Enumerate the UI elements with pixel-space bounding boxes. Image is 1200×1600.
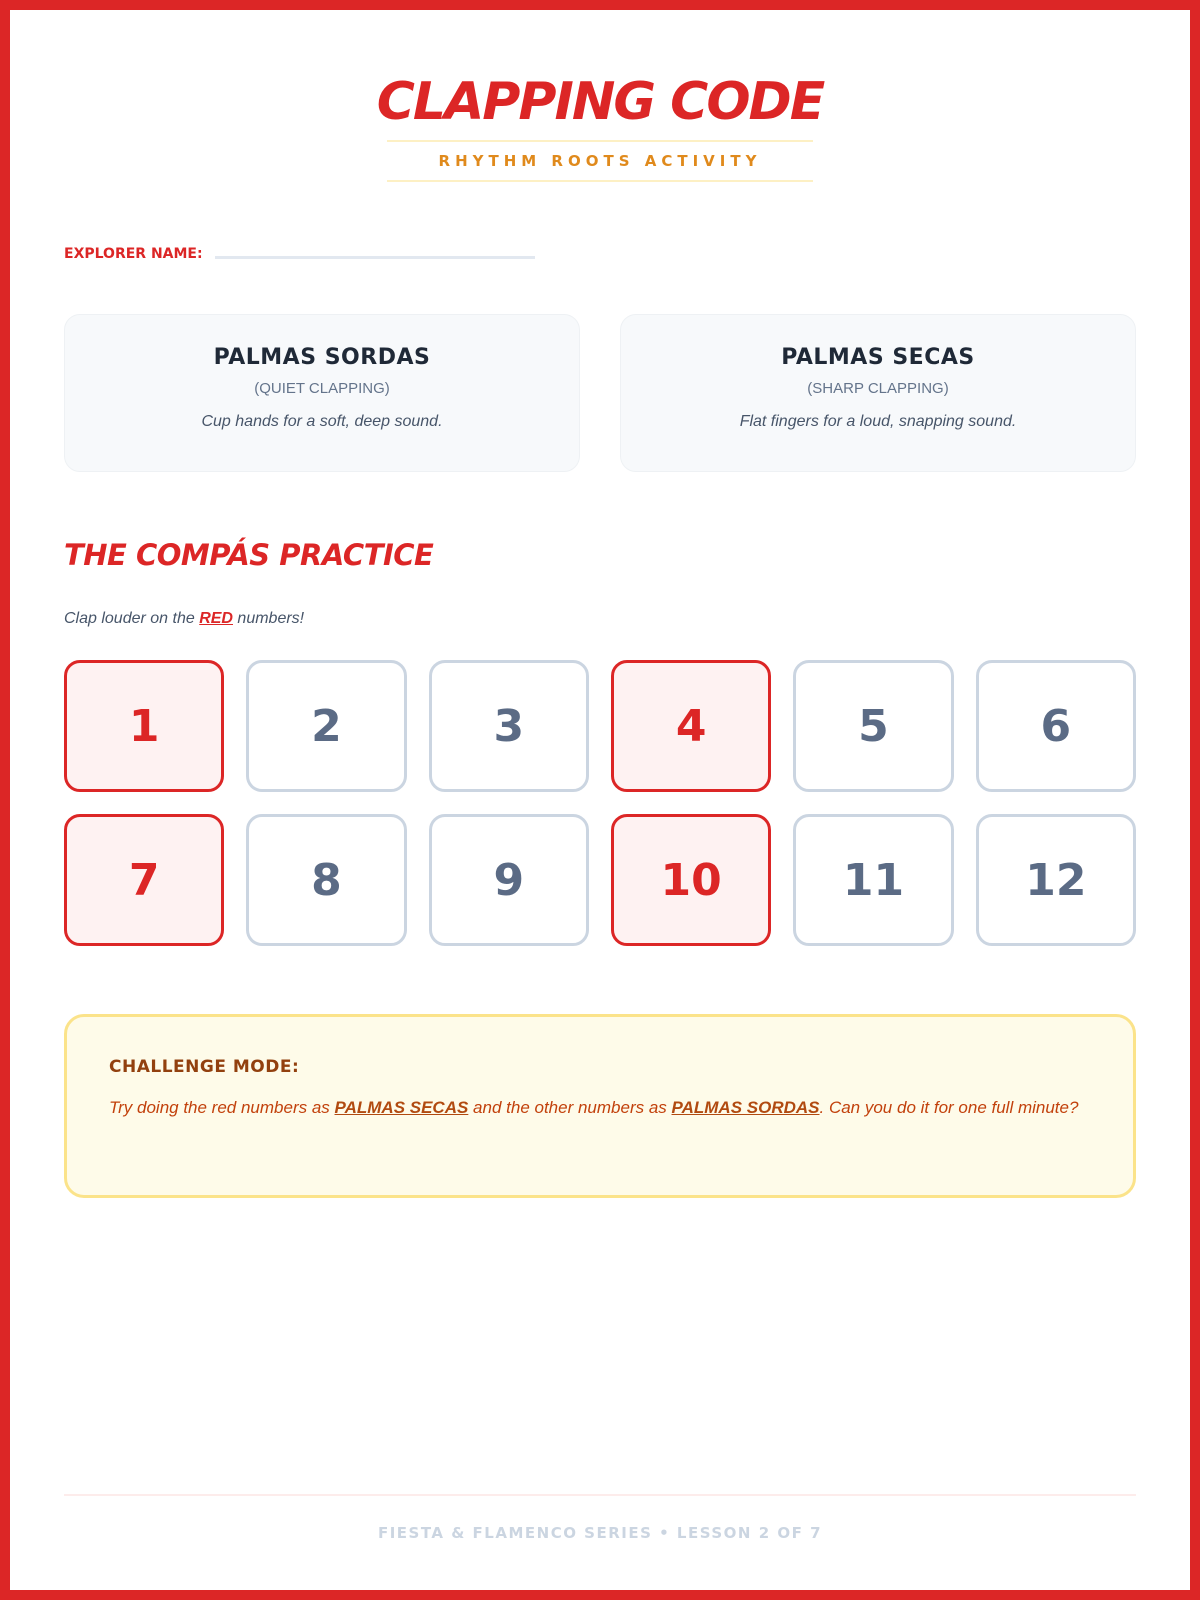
card-subtitle: (QUIET CLAPPING) bbox=[254, 380, 390, 397]
worksheet-content bbox=[64, 10, 1136, 1590]
explorer-name-label: EXPLORER NAME: bbox=[64, 246, 203, 262]
beat-cell-accent: 1 bbox=[64, 660, 224, 792]
card-title: PALMAS SECAS bbox=[781, 345, 975, 370]
beat-cell-accent: 4 bbox=[611, 660, 771, 792]
hint-text-after: numbers! bbox=[232, 610, 305, 627]
beat-cell: 11 bbox=[793, 814, 953, 946]
beat-cell: 8 bbox=[246, 814, 406, 946]
beat-cell-accent: 10 bbox=[611, 814, 771, 946]
subtitle-banner bbox=[387, 140, 813, 182]
section-title-compas: THE COMPÁS PRACTICE bbox=[64, 538, 434, 572]
card-description: Flat fingers for a loud, snapping sound. bbox=[739, 413, 1017, 430]
page-title: CLAPPING CODE bbox=[376, 72, 824, 132]
practice-hint bbox=[64, 610, 304, 628]
card-palmas-sordas bbox=[64, 314, 580, 472]
page-subtitle: RHYTHM ROOTS ACTIVITY bbox=[438, 152, 762, 170]
beat-cell-accent: 7 bbox=[64, 814, 224, 946]
beat-cell: 5 bbox=[793, 660, 953, 792]
challenge-text-part: Try doing the red numbers as bbox=[109, 1098, 335, 1117]
footer-divider bbox=[64, 1494, 1136, 1496]
explorer-name-row bbox=[64, 246, 535, 262]
challenge-text bbox=[109, 1093, 1093, 1122]
beat-cell: 3 bbox=[429, 660, 589, 792]
hint-text-before: Clap louder on the bbox=[64, 610, 200, 627]
beat-grid bbox=[64, 660, 1136, 946]
card-palmas-secas bbox=[620, 314, 1136, 472]
challenge-emphasis-sordas: PALMAS SORDAS bbox=[671, 1098, 820, 1117]
challenge-text-part: . Can you do it for one full minute? bbox=[819, 1098, 1079, 1117]
clap-type-cards bbox=[64, 314, 1136, 472]
hint-red-word: RED bbox=[199, 610, 233, 627]
explorer-name-field[interactable] bbox=[215, 256, 535, 259]
card-title: PALMAS SORDAS bbox=[213, 345, 431, 370]
beat-cell: 6 bbox=[976, 660, 1136, 792]
challenge-text-part: and the other numbers as bbox=[468, 1098, 672, 1117]
footer-text: FIESTA & FLAMENCO SERIES • LESSON 2 OF 7 bbox=[377, 1524, 823, 1542]
beat-cell: 2 bbox=[246, 660, 406, 792]
challenge-emphasis-secas: PALMAS SECAS bbox=[334, 1098, 469, 1117]
challenge-box bbox=[64, 1014, 1136, 1198]
card-subtitle: (SHARP CLAPPING) bbox=[807, 380, 949, 397]
challenge-title: CHALLENGE MODE: bbox=[109, 1057, 300, 1077]
beat-cell: 12 bbox=[976, 814, 1136, 946]
beat-cell: 9 bbox=[429, 814, 589, 946]
card-description: Cup hands for a soft, deep sound. bbox=[201, 413, 443, 430]
